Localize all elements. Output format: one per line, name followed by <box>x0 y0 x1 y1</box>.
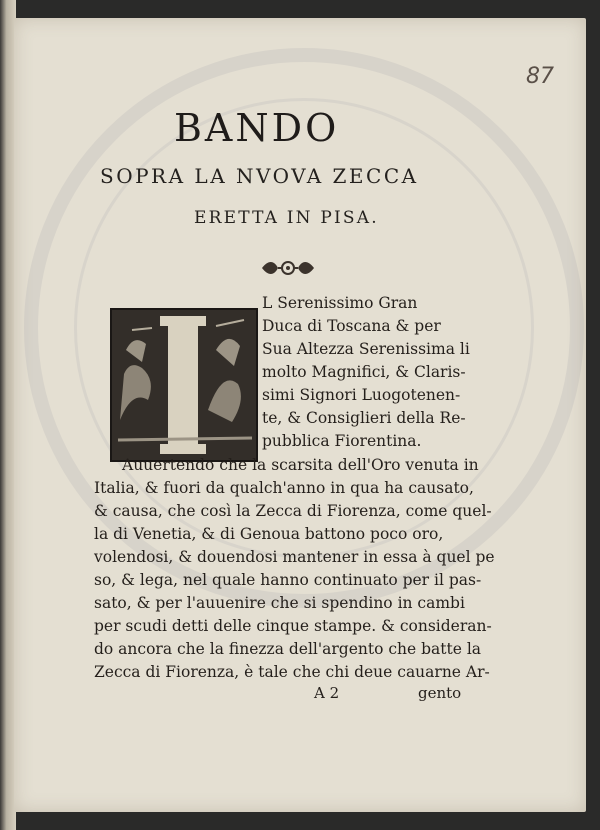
signature-mark: A 2 <box>314 684 340 702</box>
ornament-icon <box>260 258 316 278</box>
body-line-3: & causa, che così la Zecca di Fiorenza, come quel- <box>94 502 492 520</box>
initial-line-2: Duca di Toscana & per <box>262 317 441 335</box>
body-line-9: do ancora che la finezza dell'argento che batte la <box>94 640 482 658</box>
body-line-1: Auuertendo che la scarsita dell'Oro venuta in <box>122 456 479 474</box>
initial-line-3: Sua Altezza Serenissima li <box>262 340 470 358</box>
body-line-8: per scudi detti delle cinque stampe. & consideran- <box>94 617 492 635</box>
decorated-initial-image <box>110 308 258 462</box>
initial-line-7: pubblica Fiorentina. <box>262 432 422 450</box>
catchword: gento <box>418 684 462 702</box>
document-page <box>14 18 586 812</box>
folio-number: 87 <box>526 64 554 89</box>
subtitle: SOPRA LA NVOVA ZECCA <box>100 164 419 188</box>
body-line-4: la di Venetia, & di Genoua battono poco oro, <box>94 525 444 543</box>
body-line-5: volendosi, & douendosi mantener in essa à quel pe <box>94 548 495 566</box>
initial-line-6: te, & Consiglieri della Re- <box>262 409 466 427</box>
subtitle-location: ERETTA IN PISA. <box>194 208 379 228</box>
initial-line-1: L Serenissimo Gran <box>262 294 418 312</box>
initial-line-5: simi Signori Luogotenen- <box>262 386 461 404</box>
page-title: BANDO <box>174 106 340 150</box>
initial-line-4: molto Magnifici, & Claris- <box>262 363 466 381</box>
body-line-2: Italia, & fuori da qualch'anno in qua ha causato, <box>94 479 474 497</box>
body-line-6: so, & lega, nel quale hanno continuato per il pas- <box>94 571 482 589</box>
body-line-7: sato, & per l'auuenire che si spendino in cambi <box>94 594 465 612</box>
body-line-10: Zecca di Fiorenza, è tale che chi deue cauarne Ar- <box>94 663 490 681</box>
